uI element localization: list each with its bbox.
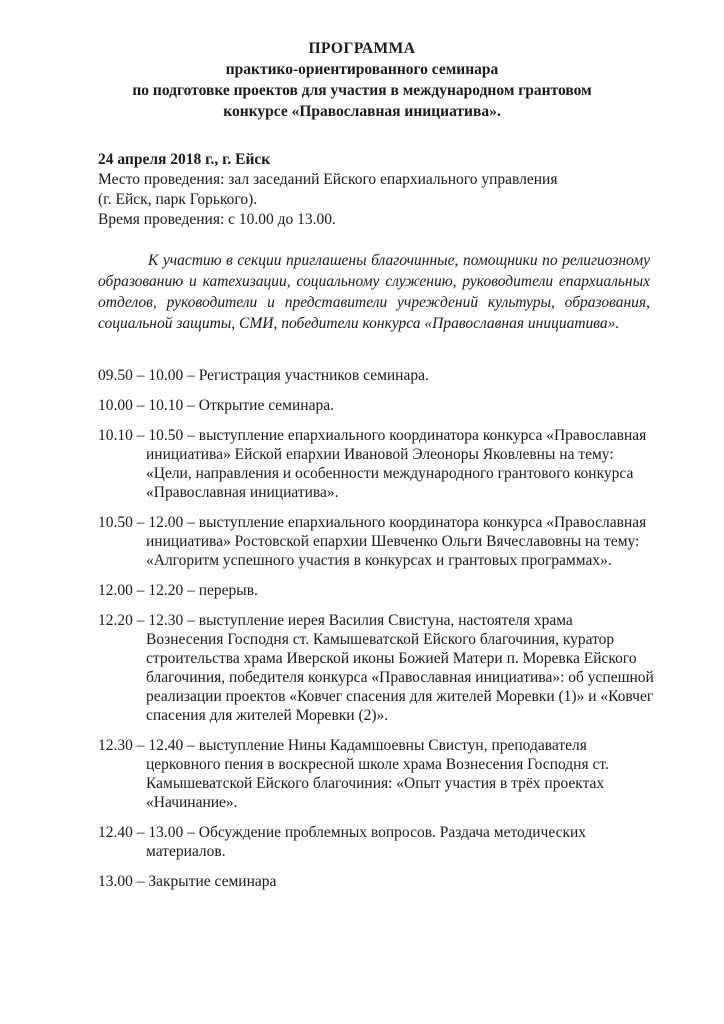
schedule-time: 10.00 – 10.10 — [98, 397, 184, 414]
event-date: 24 апреля 2018 г., г. Ейск — [98, 151, 271, 168]
schedule-text: – Обсуждение проблемных вопросов. Раздача методических материалов. — [146, 824, 587, 860]
schedule-text: – выступление епархиального координатора конкурса «Православная инициатива» Ростовской епархии Шевченко Ольги Вячеславовны на тему: «Алгоритм успешного участия в конкурсах и грантовых программах». — [146, 514, 647, 569]
schedule-text: – выступление епархиального координатора конкурса «Православная инициатива» Ейской епархии Ивановой Элеоноры Яковлевны на тему: «Цели, направления и особенности международного грантового конкурса «Православная инициатива». — [146, 427, 647, 501]
document-subtitle-line-2: по подготовке проектов для участия в международном грантовом — [132, 82, 592, 99]
event-address: (г. Ейск, парк Горького). — [98, 191, 258, 208]
schedule-text: – выступление иерея Василия Свистуна, настоятеля храма Вознесения Господня ст. Камышеватской Ейского благочиния, куратор строительства храма Иверской иконы Божией Матери п. Моревка Ейского благочиния, победителя конкурса «Православная инициатива»: об успешной реализации проектов «Ковчег спасения для жителей Моревки (1)» и «Ковчег спасения для жителей Моревки (2)». — [146, 612, 654, 724]
schedule-text: – перерыв. — [183, 582, 258, 599]
document-subtitle-line-3: конкурсе «Православная инициатива». — [223, 103, 501, 120]
intro-paragraph: К участию в секции приглашены благочинные, помощники по религиозному образованию и катехизации, социальному служению, руководители епархиальных отделов, руководители и представители учреждений культуры, образования, социальной защиты, СМИ, победители конкурса «Православная инициатива». — [98, 252, 650, 332]
meta-block — [98, 150, 658, 230]
schedule-item — [98, 581, 654, 600]
schedule-item — [98, 513, 654, 570]
schedule-text: – Регистрация участников семинара. — [183, 367, 429, 384]
schedule-time: 10.50 – 12.00 — [98, 514, 184, 531]
event-time: Время проведения: с 10.00 до 13.00. — [98, 211, 336, 228]
schedule-list — [98, 366, 654, 902]
schedule-item — [98, 396, 654, 415]
schedule-time: 12.00 – 12.20 — [98, 582, 184, 599]
document-title: ПРОГРАММА — [308, 40, 416, 57]
schedule-item — [98, 872, 654, 891]
schedule-time: 12.20 – 12.30 — [98, 612, 184, 629]
schedule-item — [98, 426, 654, 502]
schedule-time: 09.50 – 10.00 — [98, 367, 184, 384]
event-venue: Место проведения: зал заседаний Ейского епархиального управления — [98, 171, 558, 188]
schedule-item — [98, 823, 654, 861]
schedule-text: – Закрытие семинара — [132, 873, 277, 890]
schedule-time: 10.10 – 10.50 — [98, 427, 184, 444]
document-header — [60, 38, 664, 122]
schedule-time: 13.00 — [98, 873, 133, 890]
schedule-item — [98, 366, 654, 385]
schedule-time: 12.40 – 13.00 — [98, 824, 184, 841]
document-subtitle-line-1: практико-ориентированного семинара — [225, 61, 499, 78]
schedule-text: – Открытие семинара. — [183, 397, 334, 414]
schedule-item — [98, 611, 654, 725]
schedule-text: – выступление Нины Кадамшоевны Свистун, преподавателя церковного пения в воскресной школе храма Вознесения Господня ст. Камышеватской Ейского благочиния: «Опыт участия в трёх проектах «Начинание». — [146, 737, 609, 811]
schedule-item — [98, 736, 654, 812]
schedule-time: 12.30 – 12.40 — [98, 737, 184, 754]
